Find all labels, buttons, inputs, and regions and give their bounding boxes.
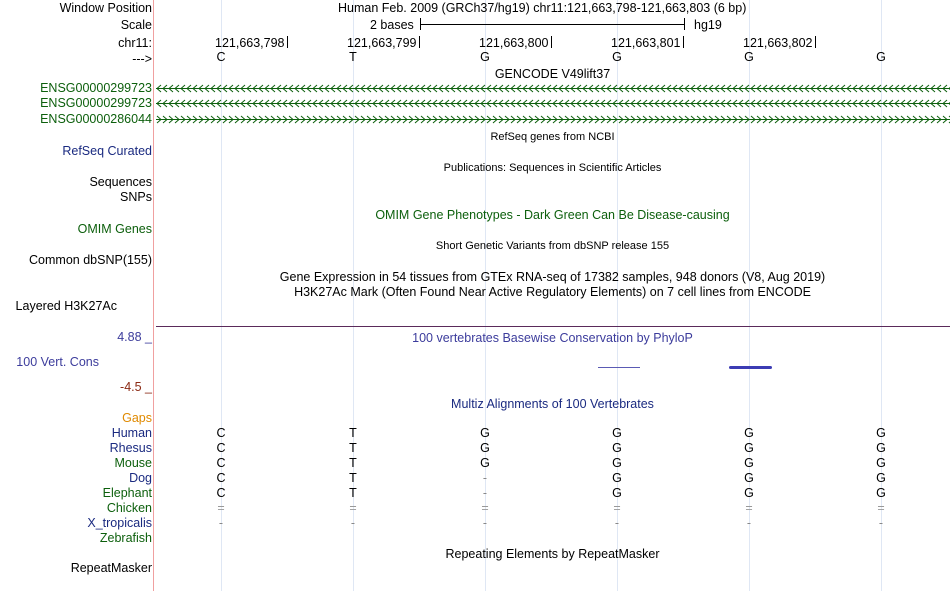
- alignment-base: G: [612, 441, 622, 455]
- alignment-base: T: [349, 486, 357, 500]
- track-title-phylop[interactable]: 100 vertebrates Basewise Conservation by PhyloP: [412, 331, 693, 345]
- ruler-tick: [683, 36, 684, 48]
- gene-label[interactable]: ENSG00000299723: [40, 81, 152, 95]
- scale-text: 2 bases: [370, 18, 414, 32]
- alignment-base: G: [876, 441, 886, 455]
- phylop-min-label: -4.5 _: [120, 380, 152, 394]
- alignment-base: C: [216, 486, 226, 500]
- gene-strand-plus[interactable]: [156, 114, 950, 125]
- alignment-gap: -: [482, 516, 488, 530]
- gene-label[interactable]: ENSG00000299723: [40, 96, 152, 110]
- track-label-gaps[interactable]: Gaps: [122, 411, 152, 425]
- ref-base: G: [744, 50, 754, 64]
- ref-base: G: [480, 50, 490, 64]
- track-label-sequences[interactable]: Sequences: [89, 175, 152, 189]
- species-label[interactable]: Mouse: [114, 456, 152, 470]
- ruler-position: 121,663,800: [479, 36, 549, 50]
- alignment-double-gap: =: [481, 501, 489, 515]
- ruler-tick: [551, 36, 552, 48]
- alignment-base: T: [349, 456, 357, 470]
- track-label-refseq[interactable]: RefSeq Curated: [62, 144, 152, 158]
- alignment-base: C: [216, 441, 226, 455]
- gene-strand-minus[interactable]: [156, 83, 950, 94]
- phylop-signal: [729, 366, 772, 369]
- ref-base: T: [349, 50, 357, 64]
- alignment-double-gap: =: [745, 501, 753, 515]
- alignment-base: G: [612, 471, 622, 485]
- alignment-base: G: [480, 426, 490, 440]
- alignment-base: T: [349, 426, 357, 440]
- label-strand-arrow: --->: [132, 52, 152, 66]
- track-label-snps[interactable]: SNPs: [120, 190, 152, 204]
- scale-bar-right: [684, 18, 685, 30]
- track-title-refseq[interactable]: RefSeq genes from NCBI: [490, 131, 615, 143]
- alignment-base: G: [876, 426, 886, 440]
- ref-base: G: [876, 50, 886, 64]
- alignment-double-gap: =: [349, 501, 357, 515]
- track-title-repeatmasker[interactable]: Repeating Elements by RepeatMasker: [445, 547, 660, 561]
- alignment-gap: -: [218, 516, 224, 530]
- alignment-double-gap: =: [217, 501, 225, 515]
- alignment-base: T: [349, 441, 357, 455]
- track-title-multiz[interactable]: Multiz Alignments of 100 Vertebrates: [451, 397, 654, 411]
- ref-base: C: [216, 50, 226, 64]
- alignment-base: G: [876, 456, 886, 470]
- alignment-base: G: [480, 456, 490, 470]
- alignment-gap: -: [482, 486, 488, 500]
- alignment-gap: -: [350, 516, 356, 530]
- alignment-base: G: [612, 456, 622, 470]
- alignment-base: T: [349, 471, 357, 485]
- track-label-repeatmasker[interactable]: RepeatMasker: [70, 561, 152, 575]
- species-label[interactable]: Zebrafish: [99, 531, 152, 545]
- alignment-base: G: [744, 441, 754, 455]
- alignment-base: G: [876, 471, 886, 485]
- species-label[interactable]: Chicken: [106, 501, 152, 515]
- ruler-position: 121,663,798: [215, 36, 285, 50]
- ruler-position: 121,663,802: [743, 36, 813, 50]
- track-label-omim[interactable]: OMIM Genes: [77, 222, 152, 236]
- alignment-gap: -: [482, 471, 488, 485]
- ruler-tick: [287, 36, 288, 48]
- label-scale: Scale: [120, 18, 152, 32]
- track-label-dbsnp[interactable]: Common dbSNP(155): [29, 253, 152, 267]
- alignment-base: G: [744, 471, 754, 485]
- alignment-base: G: [612, 426, 622, 440]
- h3k27ac-signal: [156, 326, 950, 327]
- ruler-position: 121,663,801: [611, 36, 681, 50]
- ruler-position: 121,663,799: [347, 36, 417, 50]
- label-separator: [153, 0, 154, 591]
- scale-db: hg19: [694, 18, 722, 32]
- alignment-gap: -: [746, 516, 752, 530]
- species-label[interactable]: Dog: [129, 471, 152, 485]
- phylop-signal: [598, 367, 640, 368]
- species-label[interactable]: Rhesus: [109, 441, 152, 455]
- alignment-base: C: [216, 471, 226, 485]
- track-title-h3k27ac[interactable]: H3K27Ac Mark (Often Found Near Active Regulatory Elements) on 7 cell lines from ENCODE: [294, 285, 811, 299]
- scale-bar: [420, 24, 684, 25]
- species-label[interactable]: Human: [111, 426, 152, 440]
- alignment-double-gap: =: [877, 501, 885, 515]
- ruler-tick: [419, 36, 420, 48]
- gene-label[interactable]: ENSG00000286044: [40, 112, 152, 126]
- label-window-position: Window Position: [59, 1, 152, 15]
- track-title-publications[interactable]: Publications: Sequences in Scientific Articles: [443, 162, 662, 174]
- alignment-base: G: [876, 486, 886, 500]
- ruler-tick: [815, 36, 816, 48]
- track-title-gtex[interactable]: Gene Expression in 54 tissues from GTEx RNA-seq of 17382 samples, 948 donors (V8, Aug 2019): [279, 270, 826, 284]
- alignment-base: G: [744, 426, 754, 440]
- species-label[interactable]: X_tropicalis: [87, 516, 152, 530]
- alignment-base: G: [744, 486, 754, 500]
- label-chrom: chr11:: [118, 36, 152, 50]
- gene-strand-minus[interactable]: [156, 98, 950, 109]
- track-title-gencode[interactable]: GENCODE V49lift37: [494, 67, 611, 81]
- species-label[interactable]: Elephant: [102, 486, 152, 500]
- phylop-max-label: 4.88 _: [117, 330, 152, 344]
- ref-base: G: [612, 50, 622, 64]
- alignment-base: G: [480, 441, 490, 455]
- alignment-gap: -: [878, 516, 884, 530]
- position-info: Human Feb. 2009 (GRCh37/hg19) chr11:121,663,798-121,663,803 (6 bp): [338, 1, 747, 15]
- track-title-dbsnp[interactable]: Short Genetic Variants from dbSNP release 155: [435, 240, 670, 252]
- alignment-base: C: [216, 456, 226, 470]
- track-title-omim[interactable]: OMIM Gene Phenotypes - Dark Green Can Be Disease-causing: [375, 208, 730, 222]
- alignment-gap: -: [614, 516, 620, 530]
- alignment-double-gap: =: [613, 501, 621, 515]
- alignment-base: G: [612, 486, 622, 500]
- track-label-vert-cons[interactable]: 100 Vert. Cons: [16, 355, 99, 369]
- alignment-base: G: [744, 456, 754, 470]
- track-label-h3k27ac[interactable]: Layered H3K27Ac: [15, 299, 117, 313]
- alignment-base: C: [216, 426, 226, 440]
